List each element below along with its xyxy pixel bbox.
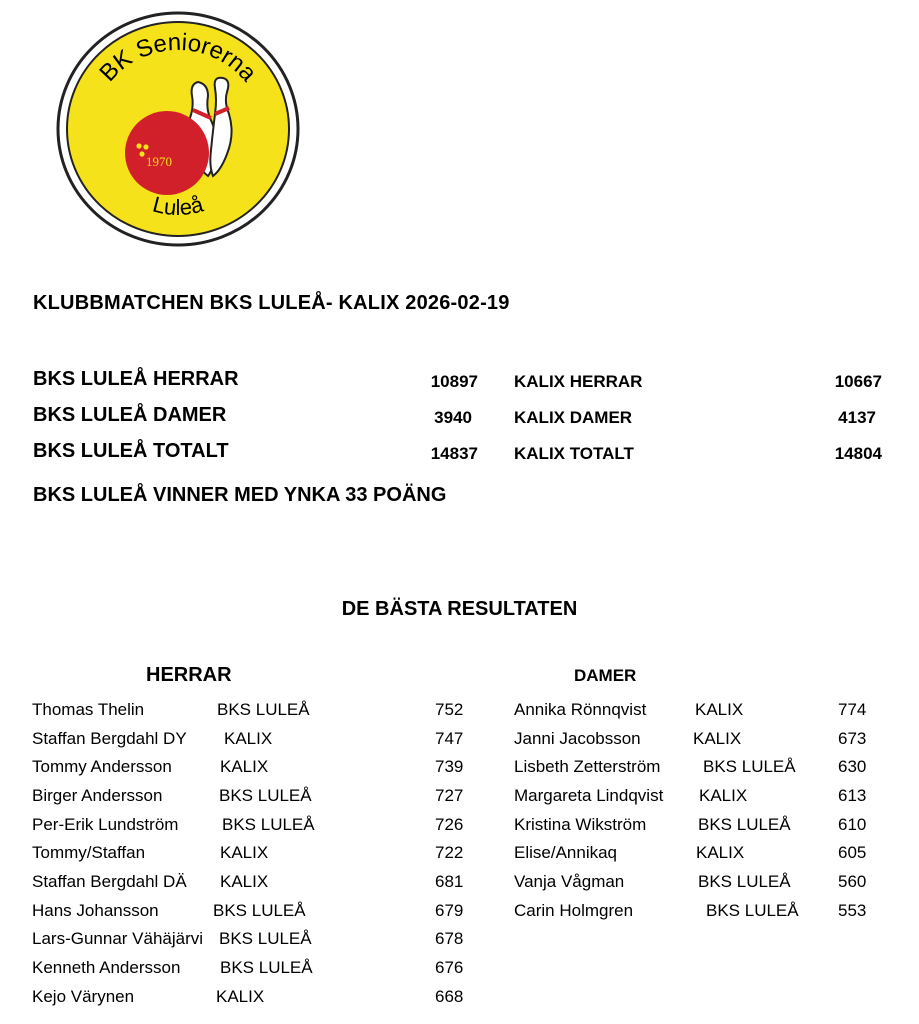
herrar-heading: HERRAR (146, 664, 232, 686)
player-score: 560 (838, 872, 867, 891)
summary-value: 14837 (430, 444, 478, 463)
player-club: KALIX (220, 843, 269, 862)
player-score: 774 (838, 700, 867, 719)
player-name: Tommy/Staffan (32, 843, 146, 862)
svg-text:Luleå (150, 191, 206, 220)
player-name: Annika Rönnqvist (514, 700, 647, 719)
player-club: BKS LULEÅ (698, 815, 791, 834)
player-name: Lars-Gunnar Vähäjärvi (32, 929, 204, 948)
player-score: 673 (838, 729, 867, 748)
summary-value: 10667 (834, 372, 882, 391)
player-club: KALIX (695, 700, 744, 719)
player-name: Tommy Andersson (32, 757, 172, 776)
bowling-logo-icon (55, 10, 301, 248)
player-club: KALIX (220, 872, 269, 891)
player-club: BKS LULEÅ (706, 901, 799, 920)
player-club: KALIX (216, 987, 265, 1006)
player-club: BKS LULEÅ (698, 872, 791, 891)
page-title: KLUBBMATCHEN BKS LULEÅ- KALIX 2026-02-19 (33, 292, 510, 314)
player-score: 679 (435, 901, 464, 920)
player-club: KALIX (693, 729, 742, 748)
player-club: KALIX (220, 757, 269, 776)
player-name: Kenneth Andersson (32, 958, 181, 977)
player-name: Margareta Lindqvist (514, 786, 664, 805)
winner-text: BKS LULEÅ VINNER MED YNKA 33 POÄNG (33, 484, 447, 506)
player-name: Per-Erik Lundström (32, 815, 179, 834)
summary-label: KALIX DAMER (514, 408, 633, 427)
logo-city: Luleå (150, 191, 206, 221)
player-name: Staffan Bergdahl DY (32, 729, 187, 748)
logo-arc-text: BK Seniorerna (94, 28, 262, 87)
player-name: Janni Jacobsson (514, 729, 641, 748)
player-club: BKS LULEÅ (219, 929, 312, 948)
player-score: 613 (838, 786, 867, 805)
player-score: 727 (435, 786, 464, 805)
player-score: 681 (435, 872, 464, 891)
player-club: KALIX (696, 843, 745, 862)
player-club: BKS LULEÅ (217, 700, 310, 719)
summary-value: 3940 (434, 408, 472, 427)
summary-value: 14804 (834, 444, 882, 463)
player-name: Kristina Wikström (514, 815, 647, 834)
player-name: Kejo Värynen (32, 987, 135, 1006)
player-score: 676 (435, 958, 464, 977)
player-name: Lisbeth Zetterström (514, 757, 661, 776)
player-club: KALIX (699, 786, 748, 805)
player-name: Elise/Annikaq (514, 843, 618, 862)
club-logo (55, 10, 301, 248)
logo-year: 1970 (146, 154, 172, 169)
player-club: BKS LULEÅ (220, 958, 313, 977)
player-name: Birger Andersson (32, 786, 163, 805)
summary-label: BKS LULEÅ HERRAR (33, 368, 239, 390)
player-name: Carin Holmgren (514, 901, 634, 920)
player-score: 752 (435, 700, 464, 719)
summary-value: 10897 (430, 372, 478, 391)
player-club: BKS LULEÅ (213, 901, 306, 920)
player-club: BKS LULEÅ (703, 757, 796, 776)
summary-label: KALIX TOTALT (514, 444, 634, 463)
player-score: 605 (838, 843, 867, 862)
summary-label: BKS LULEÅ DAMER (33, 404, 227, 426)
summary-label: KALIX HERRAR (514, 372, 643, 391)
summary-value: 4137 (838, 408, 876, 427)
player-score: 678 (435, 929, 464, 948)
summary-label: BKS LULEÅ TOTALT (33, 440, 229, 462)
player-name: Vanja Vågman (514, 872, 625, 891)
player-score: 553 (838, 901, 867, 920)
damer-heading: DAMER (574, 666, 637, 685)
player-score: 630 (838, 757, 867, 776)
player-name: Thomas Thelin (32, 700, 145, 719)
player-score: 722 (435, 843, 464, 862)
best-results-heading: DE BÄSTA RESULTATEN (341, 598, 578, 620)
player-score: 668 (435, 987, 464, 1006)
player-name: Staffan Bergdahl DÄ (32, 872, 187, 891)
player-club: BKS LULEÅ (222, 815, 315, 834)
player-club: BKS LULEÅ (219, 786, 312, 805)
player-name: Hans Johansson (32, 901, 159, 920)
player-score: 739 (435, 757, 464, 776)
player-score: 747 (435, 729, 464, 748)
player-score: 726 (435, 815, 464, 834)
player-score: 610 (838, 815, 867, 834)
player-club: KALIX (224, 729, 273, 748)
bowling-ball-icon (125, 111, 209, 195)
